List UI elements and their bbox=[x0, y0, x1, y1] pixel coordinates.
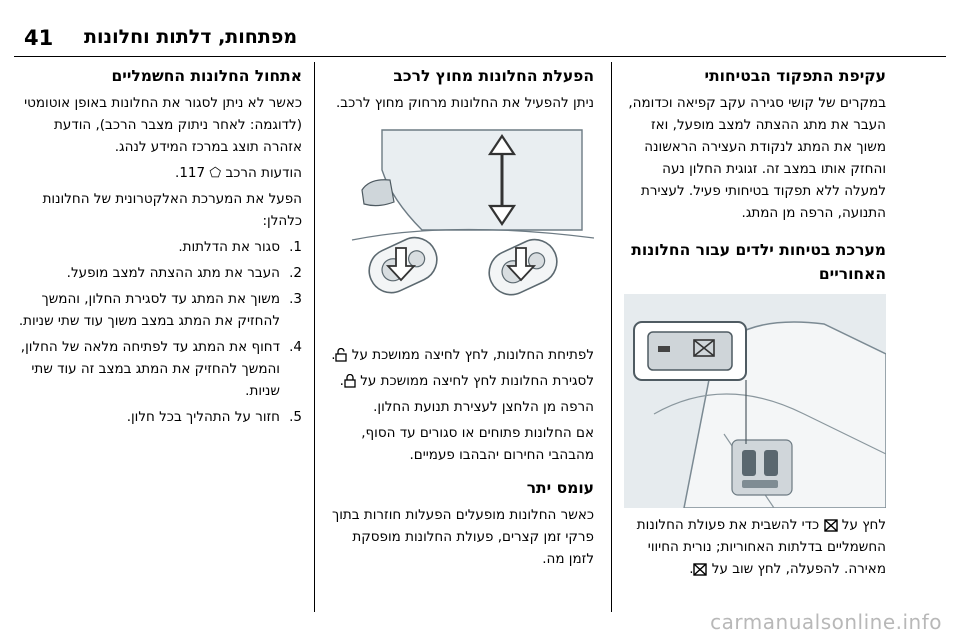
initialise-steps-list bbox=[14, 236, 302, 428]
list-item: 4. דחוף את המתג עד לפתיחה מלאה של החלון, והמשך להחזיק את המתג במצב זה עוד שתי שניות. bbox=[20, 339, 302, 399]
column-divider-left bbox=[314, 62, 315, 612]
release-button-text: הרפה מן הלחצן לעצירת תנועת החלון. bbox=[373, 399, 594, 415]
initialise-instructions-text: הפעל את המערכת האלקטרונית של החלונות כלהלן: bbox=[42, 191, 302, 229]
rear-window-switch-figure bbox=[624, 294, 886, 508]
section-title-child-safety: מערכת בטיחות ילדים עבור החלונות האחוריים bbox=[631, 241, 886, 283]
unlock-icon bbox=[335, 348, 347, 362]
hazard-flash-text: אם החלונות פתוחים או סגורים עד הסוף, מהבהבי החירום יהבהבו פעמיים. bbox=[361, 425, 594, 463]
child-safety-text: לחץ על כדי להשבית את פעולת החלונות החשמליים בדלתות האחוריות; נורית החיווי מאירה. להפעלה, לחץ שוב על . bbox=[636, 517, 886, 577]
page-reference-icon: ⬠ bbox=[209, 165, 222, 181]
column-middle bbox=[326, 64, 594, 574]
list-item: 2. העבר את מתג ההצתה למצב מופעל. bbox=[66, 265, 302, 281]
column-divider-right bbox=[611, 62, 612, 612]
section-title-initialise: אתחול החלונות החשמליים bbox=[111, 67, 302, 85]
watermark: carmanualsonline.info bbox=[710, 610, 942, 634]
list-item: 5. חזור על התהליך בכל חלון. bbox=[126, 409, 302, 425]
rear-window-lock-icon bbox=[693, 563, 707, 576]
list-item: 3. משוך את המתג עד לסגירת החלון, והמשך להחזיק את המתג במצב משוך עוד שתי שניות. bbox=[18, 291, 302, 329]
open-windows-text: לפתיחת החלונות, לחץ לחיצה ממושכת על . bbox=[331, 347, 594, 363]
header-rule bbox=[14, 56, 946, 57]
overload-text: כאשר החלונות מופעלים הפעלות חוזרות בתוך פרקי זמן קצרים, פעולת החלונות מופסקת לזמן מה. bbox=[331, 507, 594, 567]
lock-icon bbox=[344, 374, 356, 388]
column-right bbox=[622, 64, 886, 584]
vehicle-messages-reference: הודעות הרכב ⬠ 117. bbox=[175, 165, 302, 181]
remote-window-figure bbox=[332, 120, 594, 336]
chapter-title: מפתחות, דלתות וחלונות bbox=[84, 26, 298, 48]
page-header bbox=[14, 22, 946, 52]
page-number: 41 bbox=[24, 26, 54, 50]
rear-window-lock-icon bbox=[824, 519, 838, 532]
section-title-safety-override: עקיפת התפקוד הבטיחותי bbox=[704, 67, 886, 85]
section-title-remote-operation: הפעלת החלונות מחוץ לרכב bbox=[393, 67, 594, 85]
column-left bbox=[14, 64, 302, 432]
initialise-intro-text: כאשר לא ניתן לסגור את החלונות באופן אוטומטי (לדוגמה: לאחר ניתוק מצבר הרכב), הודעת אזהרה תוצג במרכז המידע לנהג. bbox=[24, 95, 302, 155]
remote-intro-text: ניתן להפעיל את החלונות מרחוק מחוץ לרכב. bbox=[336, 95, 594, 111]
section-title-overload: עומס יתר bbox=[526, 479, 594, 497]
list-item: 1. סגור את הדלתות. bbox=[178, 239, 302, 255]
close-windows-text: לסגירת החלונות לחץ לחיצה ממושכת על . bbox=[339, 373, 594, 389]
safety-override-text: במקרים של קושי סגירה עקב קפיאה וכדומה, העבר את מתג ההצתה למצב מופעל, ואז משוך את המתג לנקודת העצירה הראשונה והחזק אותו במצב זה. זגוגית החלון נעה למעלה ללא תפקוד בטיחותי פעיל. לעצירת התנועה, הרפה מן המתג. bbox=[628, 95, 886, 221]
